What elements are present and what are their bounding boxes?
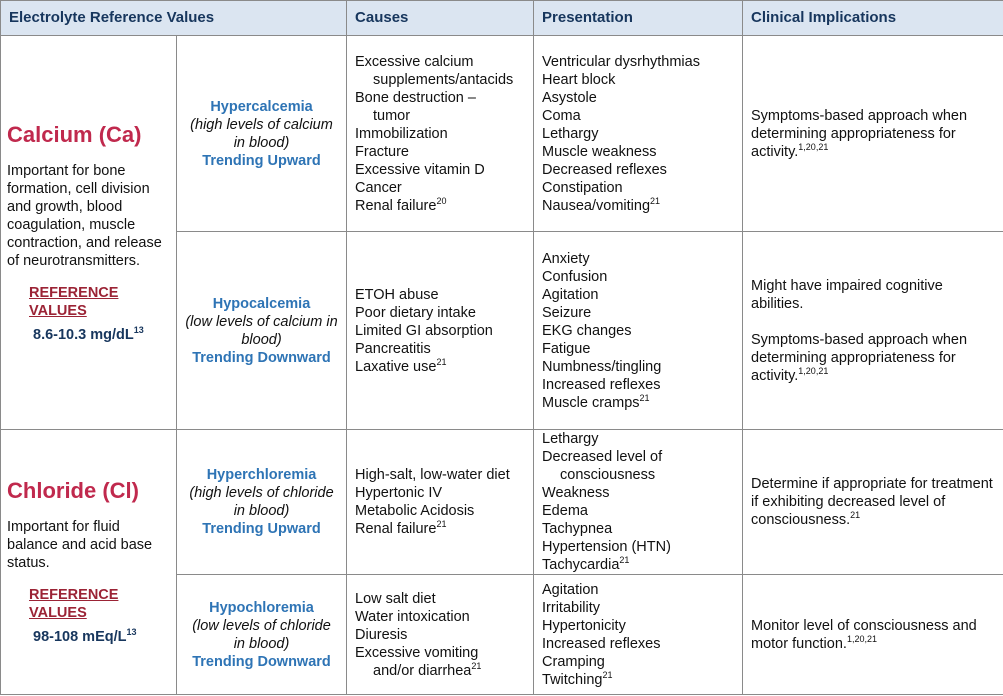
list-item: Low salt diet <box>355 590 436 607</box>
list-item: Cancer <box>355 179 402 196</box>
list-item: Edema <box>542 503 588 519</box>
list-item: consciousness <box>560 467 656 483</box>
list-item: Ventricular dysrhythmias <box>542 53 700 70</box>
list-item: Decreased level of <box>542 449 663 465</box>
list-item: Asystole <box>542 89 597 106</box>
list-item: Pancreatitis <box>355 340 431 357</box>
causes-cell <box>347 232 534 430</box>
condition-trend: Trending Upward <box>202 152 321 169</box>
clinical-text: Determine if appropriate for treatment if exhibiting decreased level of consciousness.$^{21}$ <box>751 476 993 528</box>
list-item: Tachypnea <box>542 521 613 537</box>
list-item: Twitching$^{21}$ <box>542 669 613 688</box>
clinical-cell <box>743 36 1003 232</box>
reference-label: VALUES <box>29 605 87 621</box>
list-item: Poor dietary intake <box>355 304 476 321</box>
header-clinical: Clinical Implications <box>743 1 1003 36</box>
list-item: Laxative use$^{21}$ <box>355 356 447 375</box>
clinical-text: Symptoms-based approach when determining appropriateness for activity.$^{1,20,21}$ <box>751 107 968 160</box>
list-item: Diuresis <box>355 626 408 643</box>
electrolyte-name: Chloride (Cl) <box>7 478 139 503</box>
list-item: supplements/antacids <box>373 71 514 88</box>
electrolyte-description: Important for fluid balance and acid base status. <box>7 519 153 571</box>
list-item: Seizure <box>542 304 592 321</box>
list-item: Numbness/tingling <box>542 358 662 375</box>
presentation-cell <box>534 232 743 430</box>
causes-cell <box>347 430 534 575</box>
list-item: Increased reflexes <box>542 635 661 652</box>
list-item: Agitation <box>542 581 599 598</box>
list-item: Constipation <box>542 179 623 196</box>
list-item: Limited GI absorption <box>355 322 493 339</box>
condition-name: Hypocalcemia <box>212 295 311 312</box>
list-item: and/or diarrhea$^{21}$ <box>373 660 482 679</box>
list-item: Hypertonicity <box>542 617 626 634</box>
list-item: Confusion <box>542 268 608 285</box>
list-item: Metabolic Acidosis <box>355 503 475 519</box>
table-row <box>1 430 1003 575</box>
list-item: Renal failure$^{20}$ <box>355 195 447 214</box>
list-item: Coma <box>542 107 581 124</box>
list-item: Weakness <box>542 485 610 501</box>
list-item: Nausea/vomiting$^{21}$ <box>542 195 661 214</box>
condition-cell-hypochloremia <box>177 575 347 695</box>
condition-cell-hyperchloremia <box>177 430 347 575</box>
list-item: Tachycardia$^{21}$ <box>542 555 630 573</box>
electrolyte-cell-chloride <box>1 430 177 695</box>
list-item: Muscle cramps$^{21}$ <box>542 392 650 411</box>
list-item: Hypertonic IV <box>355 485 443 501</box>
list-item: Muscle weakness <box>542 143 657 160</box>
header-electrolyte: Electrolyte Reference Values <box>1 1 347 36</box>
causes-cell <box>347 36 534 232</box>
list-item: Excessive vitamin D <box>355 161 485 178</box>
list-item: Lethargy <box>542 125 599 142</box>
list-item: Anxiety <box>542 250 590 267</box>
condition-definition: (low levels of calcium in blood) <box>185 313 338 348</box>
clinical-cell <box>743 575 1003 695</box>
reference-label: REFERENCE <box>29 587 119 603</box>
list-item: Excessive calcium <box>355 53 474 70</box>
list-item: High-salt, low-water diet <box>355 467 510 483</box>
list-item: Decreased reflexes <box>542 161 667 178</box>
list-item: Cramping <box>542 653 605 670</box>
reference-value: 8.6-10.3 $mg/dL^{13}$ <box>33 324 144 343</box>
electrolyte-description: Important for bone formation, cell division and growth, blood coagulation, muscle contraction, and release of neurotransmitters. <box>7 162 162 269</box>
list-item: Renal failure$^{21}$ <box>355 519 447 537</box>
list-item: Fracture <box>355 143 410 160</box>
clinical-text: Symptoms-based approach when determining appropriateness for activity.$^{1,20,21}$ <box>751 331 968 384</box>
condition-name: Hypercalcemia <box>210 98 313 115</box>
electrolyte-name: Calcium (Ca) <box>7 121 142 147</box>
list-item: Water intoxication <box>355 608 470 625</box>
header-presentation: Presentation <box>534 1 743 36</box>
condition-trend: Trending Upward <box>202 521 321 537</box>
clinical-text: Monitor level of consciousness and motor function.$^{1,20,21}$ <box>751 617 977 652</box>
condition-trend: Trending Downward <box>192 653 331 670</box>
list-item: tumor <box>373 107 411 124</box>
list-item: Excessive vomiting <box>355 644 479 661</box>
list-item: Irritability <box>542 599 601 616</box>
electrolyte-cell-calcium <box>1 36 177 430</box>
header-causes: Causes <box>347 1 534 36</box>
condition-definition: (low levels of chloride in blood) <box>192 617 331 652</box>
list-item: Hypertension (HTN) <box>542 539 671 555</box>
list-item: EKG changes <box>542 322 632 339</box>
list-item: Bone destruction – <box>355 89 476 106</box>
presentation-cell <box>534 430 743 575</box>
table-row <box>1 36 1003 232</box>
condition-definition: (high levels of chloride in blood) <box>189 485 334 519</box>
list-item: Agitation <box>542 286 599 303</box>
list-item: Increased reflexes <box>542 376 661 393</box>
reference-value: 98-108 mEq/$L^{13}$ <box>33 627 137 645</box>
header-row <box>1 1 1003 36</box>
condition-trend: Trending Downward <box>192 349 331 366</box>
clinical-cell <box>743 232 1003 430</box>
presentation-cell <box>534 575 743 695</box>
list-item: Heart block <box>542 71 616 88</box>
list-item: Lethargy <box>542 431 599 447</box>
causes-cell <box>347 575 534 695</box>
clinical-cell <box>743 430 1003 575</box>
list-item: Immobilization <box>355 125 448 142</box>
condition-name: Hyperchloremia <box>206 467 317 483</box>
condition-cell-hypercalcemia <box>177 36 347 232</box>
list-item: Fatigue <box>542 340 591 357</box>
reference-label: VALUES <box>29 302 87 319</box>
reference-label: REFERENCE <box>29 284 119 301</box>
condition-cell-hypocalcemia <box>177 232 347 430</box>
condition-definition: (high levels of calcium in blood) <box>190 116 333 151</box>
condition-name: Hypochloremia <box>209 599 314 616</box>
list-item: ETOH abuse <box>355 286 439 303</box>
presentation-cell <box>534 36 743 232</box>
clinical-text: Might have impaired cognitive abilities. <box>751 277 943 312</box>
